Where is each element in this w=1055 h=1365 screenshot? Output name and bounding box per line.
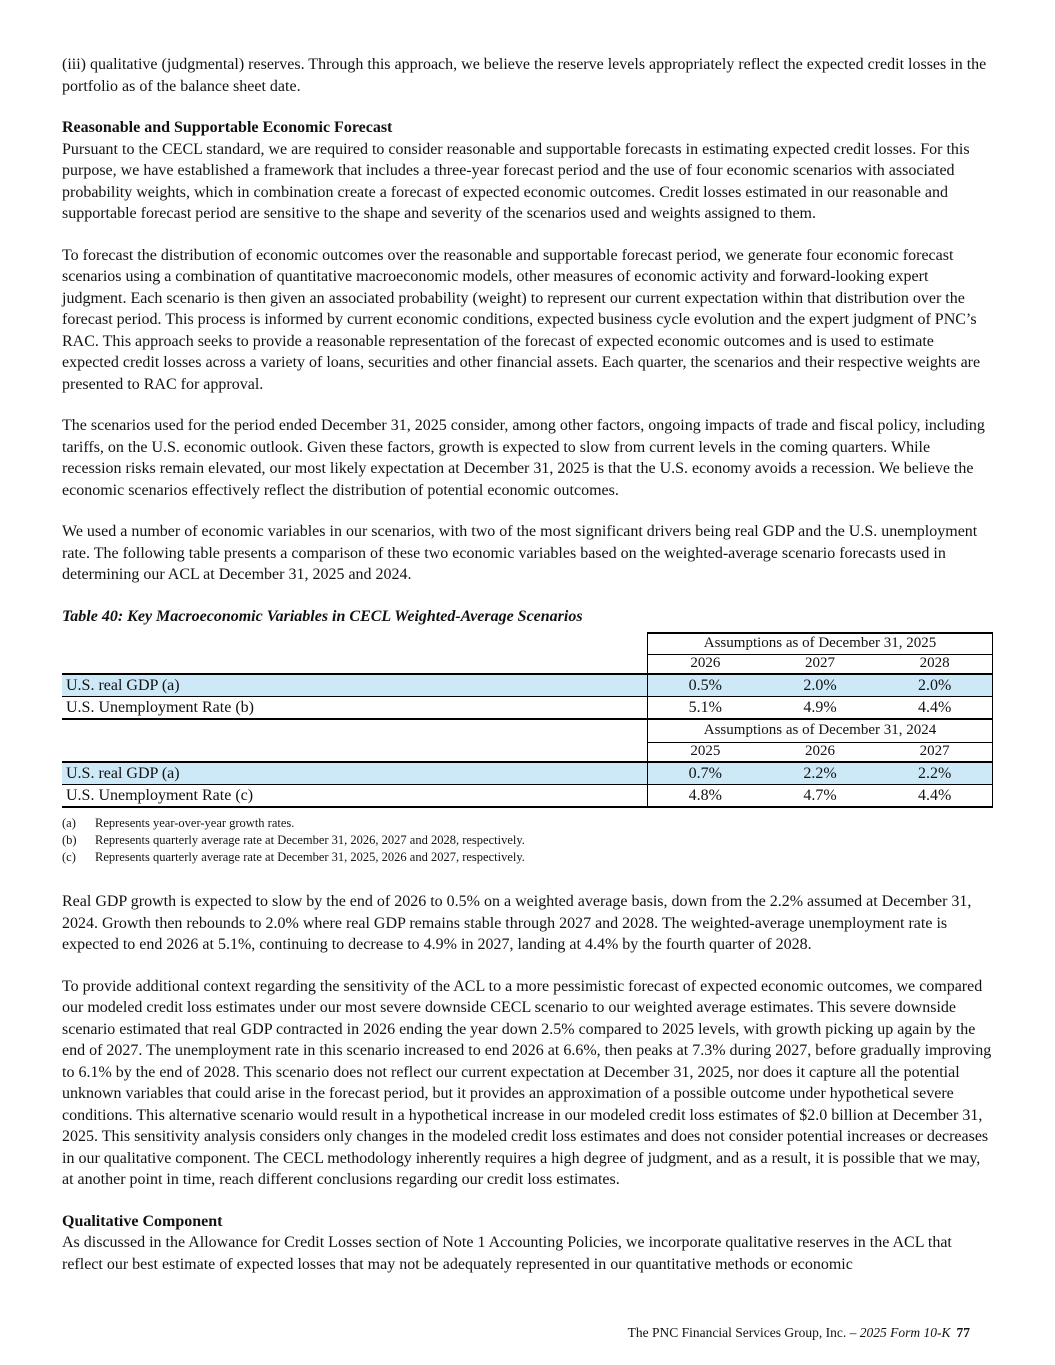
- footnote-marker: (c): [62, 850, 76, 864]
- row-values: [647, 675, 993, 696]
- cell-value: 0.7%: [688, 764, 722, 782]
- cell-value: 4.9%: [803, 698, 837, 716]
- row-label: U.S. Unemployment Rate (b): [66, 698, 254, 716]
- qualitative-paragraph-1: As discussed in the Allowance for Credit Losses section of Note 1 Accounting Policies, we incorporate qualitative reserves in the ACL that reflect our best estimate of expected losses that may not be adequately represented in our quantitative methods or economic: [62, 1234, 952, 1273]
- row-label: U.S. real GDP (a): [66, 676, 180, 694]
- cell-value: 4.7%: [803, 786, 837, 804]
- table-row: [62, 784, 993, 808]
- table-spacer: [62, 743, 647, 761]
- table-section-header: [647, 720, 993, 743]
- table-footnotes: [62, 815, 993, 865]
- table-title: Table 40: Key Macroeconomic Variables in CECL Weighted-Average Scenarios: [62, 607, 583, 625]
- footnote-marker: (b): [62, 833, 77, 847]
- cell-value: 2.0%: [918, 676, 952, 694]
- footer-company: The PNC Financial Services Group, Inc. –: [627, 1324, 860, 1340]
- cell-value: 2.0%: [803, 676, 837, 694]
- forecast-section-heading: Reasonable and Supportable Economic Forecast: [62, 119, 393, 136]
- year-column-header: 2026: [805, 743, 835, 760]
- year-column-header: 2027: [805, 655, 835, 672]
- year-column-header: 2025: [690, 743, 721, 760]
- footer-page-number: 77: [956, 1324, 970, 1340]
- row-values: [647, 785, 993, 806]
- forecast-paragraph-1: Pursuant to the CECL standard, we are required to consider reasonable and supportable forecasts in estimating expected credit losses. For this purpose, we have established a framework that includes a three-year forecast period and the use of four economic scenarios with associated probability weights, which in combination create a forecast of expected economic outcomes. Credit losses estimated in our reasonable and supportable forecast period are sensitive to the shape and severity of the scenarios used and weights assigned to them.: [62, 140, 970, 222]
- table-years: [647, 743, 993, 761]
- table-row: [62, 763, 993, 784]
- footnote-marker: (a): [62, 816, 76, 830]
- table-spacer: [62, 655, 647, 673]
- forecast-paragraph-3: The scenarios used for the period ended December 31, 2025 consider, among other factors, ongoing impacts of trade and fiscal policy, including tariffs, on the U.S. economic outlook. Given these factors, growth is expected to slow from current levels in the coming quarters. While recession risks remain elevated, our most likely expectation at December 31, 2025 is that the U.S. economy avoids a recession. We believe the economic scenarios effectively reflect the distribution of potential economic outcomes.: [62, 417, 985, 499]
- row-values: [647, 697, 993, 718]
- table-row: [62, 675, 993, 696]
- forecast-paragraph-4: We used a number of economic variables in our scenarios, with two of the most significant drivers being real GDP and the U.S. unemployment rate. The following table presents a comparison of these two economic variables based on the weighted-average scenario forecasts used in determining our ACL at December 31, 2025 and 2024.: [62, 523, 978, 583]
- forecast-paragraph-2: To forecast the distribution of economic outcomes over the reasonable and supportable forecast period, we generate four economic forecast scenarios using a combination of quantitative macroeconomic models, other measures of economic activity and forward-looking expert judgment. Each scenario is then given an associated probability (weight) to represent our current expectation within that distribution over the forecast period. This process is informed by current economic conditions, expected business cycle evolution and the expert judgment of PNC’s RAC. This approach seeks to provide a reasonable representation of the forecast of expected economic outcomes and is used to estimate expected credit losses across a variety of loans, securities and other financial assets. Each quarter, the scenarios and their respective weights are presented to RAC for approval.: [62, 246, 981, 393]
- year-column-header: 2028: [919, 655, 950, 672]
- table-years: [647, 655, 993, 673]
- page-footer: [628, 1322, 970, 1344]
- table-spacer: [62, 720, 647, 743]
- row-label: U.S. Unemployment Rate (c): [66, 786, 254, 804]
- table-spacer: [62, 632, 647, 655]
- table-section-header: [647, 632, 993, 655]
- table-section-header-row: [62, 632, 993, 655]
- table-section-header-row: [62, 720, 993, 743]
- cell-value: 2.2%: [918, 764, 952, 782]
- intro-paragraph: (iii) qualitative (judgmental) reserves. Through this approach, we believe the reserve levels appropriately reflect the expected credit losses in the portfolio as of the balance sheet date.: [62, 56, 987, 95]
- footnote-text: Represents quarterly average rate at December 31, 2025, 2026 and 2027, respectively.: [95, 850, 525, 864]
- cell-value: 5.1%: [688, 698, 722, 716]
- year-column-header: 2027: [919, 743, 950, 760]
- row-label: U.S. real GDP (a): [66, 764, 180, 782]
- qualitative-section-heading: Qualitative Component: [62, 1212, 223, 1230]
- cell-value: 4.8%: [688, 786, 722, 804]
- cell-value: 4.4%: [918, 698, 952, 716]
- year-column-header: 2026: [690, 655, 721, 672]
- table-row: [62, 696, 993, 720]
- section-header-label: Assumptions as of December 31, 2024: [703, 722, 937, 739]
- cell-value: 2.2%: [803, 764, 837, 782]
- footer-form-title: 2025 Form 10-K: [859, 1324, 951, 1340]
- analysis-paragraph-1: Real GDP growth is expected to slow by the end of 2026 to 0.5% on a weighted average basis, down from the 2.2% assumed at December 31, 2024. Growth then rebounds to 2.0% where real GDP remains stable through 2027 and 2028. The weighted-average unemployment rate is expected to end 2026 at 5.1%, continuing to decrease to 4.9% in 2027, landing at 4.4% by the fourth quarter of 2028.: [62, 893, 972, 953]
- footnote: [62, 832, 993, 848]
- footnote: [62, 815, 993, 831]
- footnote-text: Represents year-over-year growth rates.: [95, 816, 295, 830]
- table-years-row: [62, 743, 993, 763]
- cell-value: 0.5%: [688, 676, 722, 694]
- footnote-text: Represents quarterly average rate at December 31, 2026, 2027 and 2028, respectively.: [95, 833, 525, 847]
- footnote: [62, 849, 993, 865]
- table-years-row: [62, 655, 993, 675]
- section-header-label: Assumptions as of December 31, 2025: [703, 635, 937, 652]
- cell-value: 4.4%: [918, 786, 952, 804]
- macro-variables-table: [62, 632, 993, 808]
- analysis-paragraph-2: To provide additional context regarding the sensitivity of the ACL to a more pessimistic forecast of expected economic outcomes, we compared our modeled credit loss estimates under our most severe downside CECL scenario to our weighted average estimates. This severe downside scenario estimated that real GDP contracted in 2026 ending the year down 2.5% compared to 2025 levels, with growth picking up again by the end of 2027. The unemployment rate in this scenario increased to end 2026 at 6.6%, then peaks at 7.3% during 2027, before gradually improving to 6.1% by the end of 2028. This scenario does not reflect our current expectation at December 31, 2025, nor does it capture all the potential unknown variables that could arise in the forecast period, but it provides an approximation of a possible outcome under hypothetical severe conditions. This alternative scenario would result in a hypothetical increase in our modeled credit loss estimates of $2.0 billion at December 31, 2025. This sensitivity analysis considers only changes in the modeled credit loss estimates and does not consider potential increases or decreases in our qualitative component. The CECL methodology inherently requires a high degree of judgment, and as a result, it is possible that we may, at another point in time, reach different conclusions regarding our credit loss estimates.: [62, 977, 992, 1188]
- row-values: [647, 763, 993, 784]
